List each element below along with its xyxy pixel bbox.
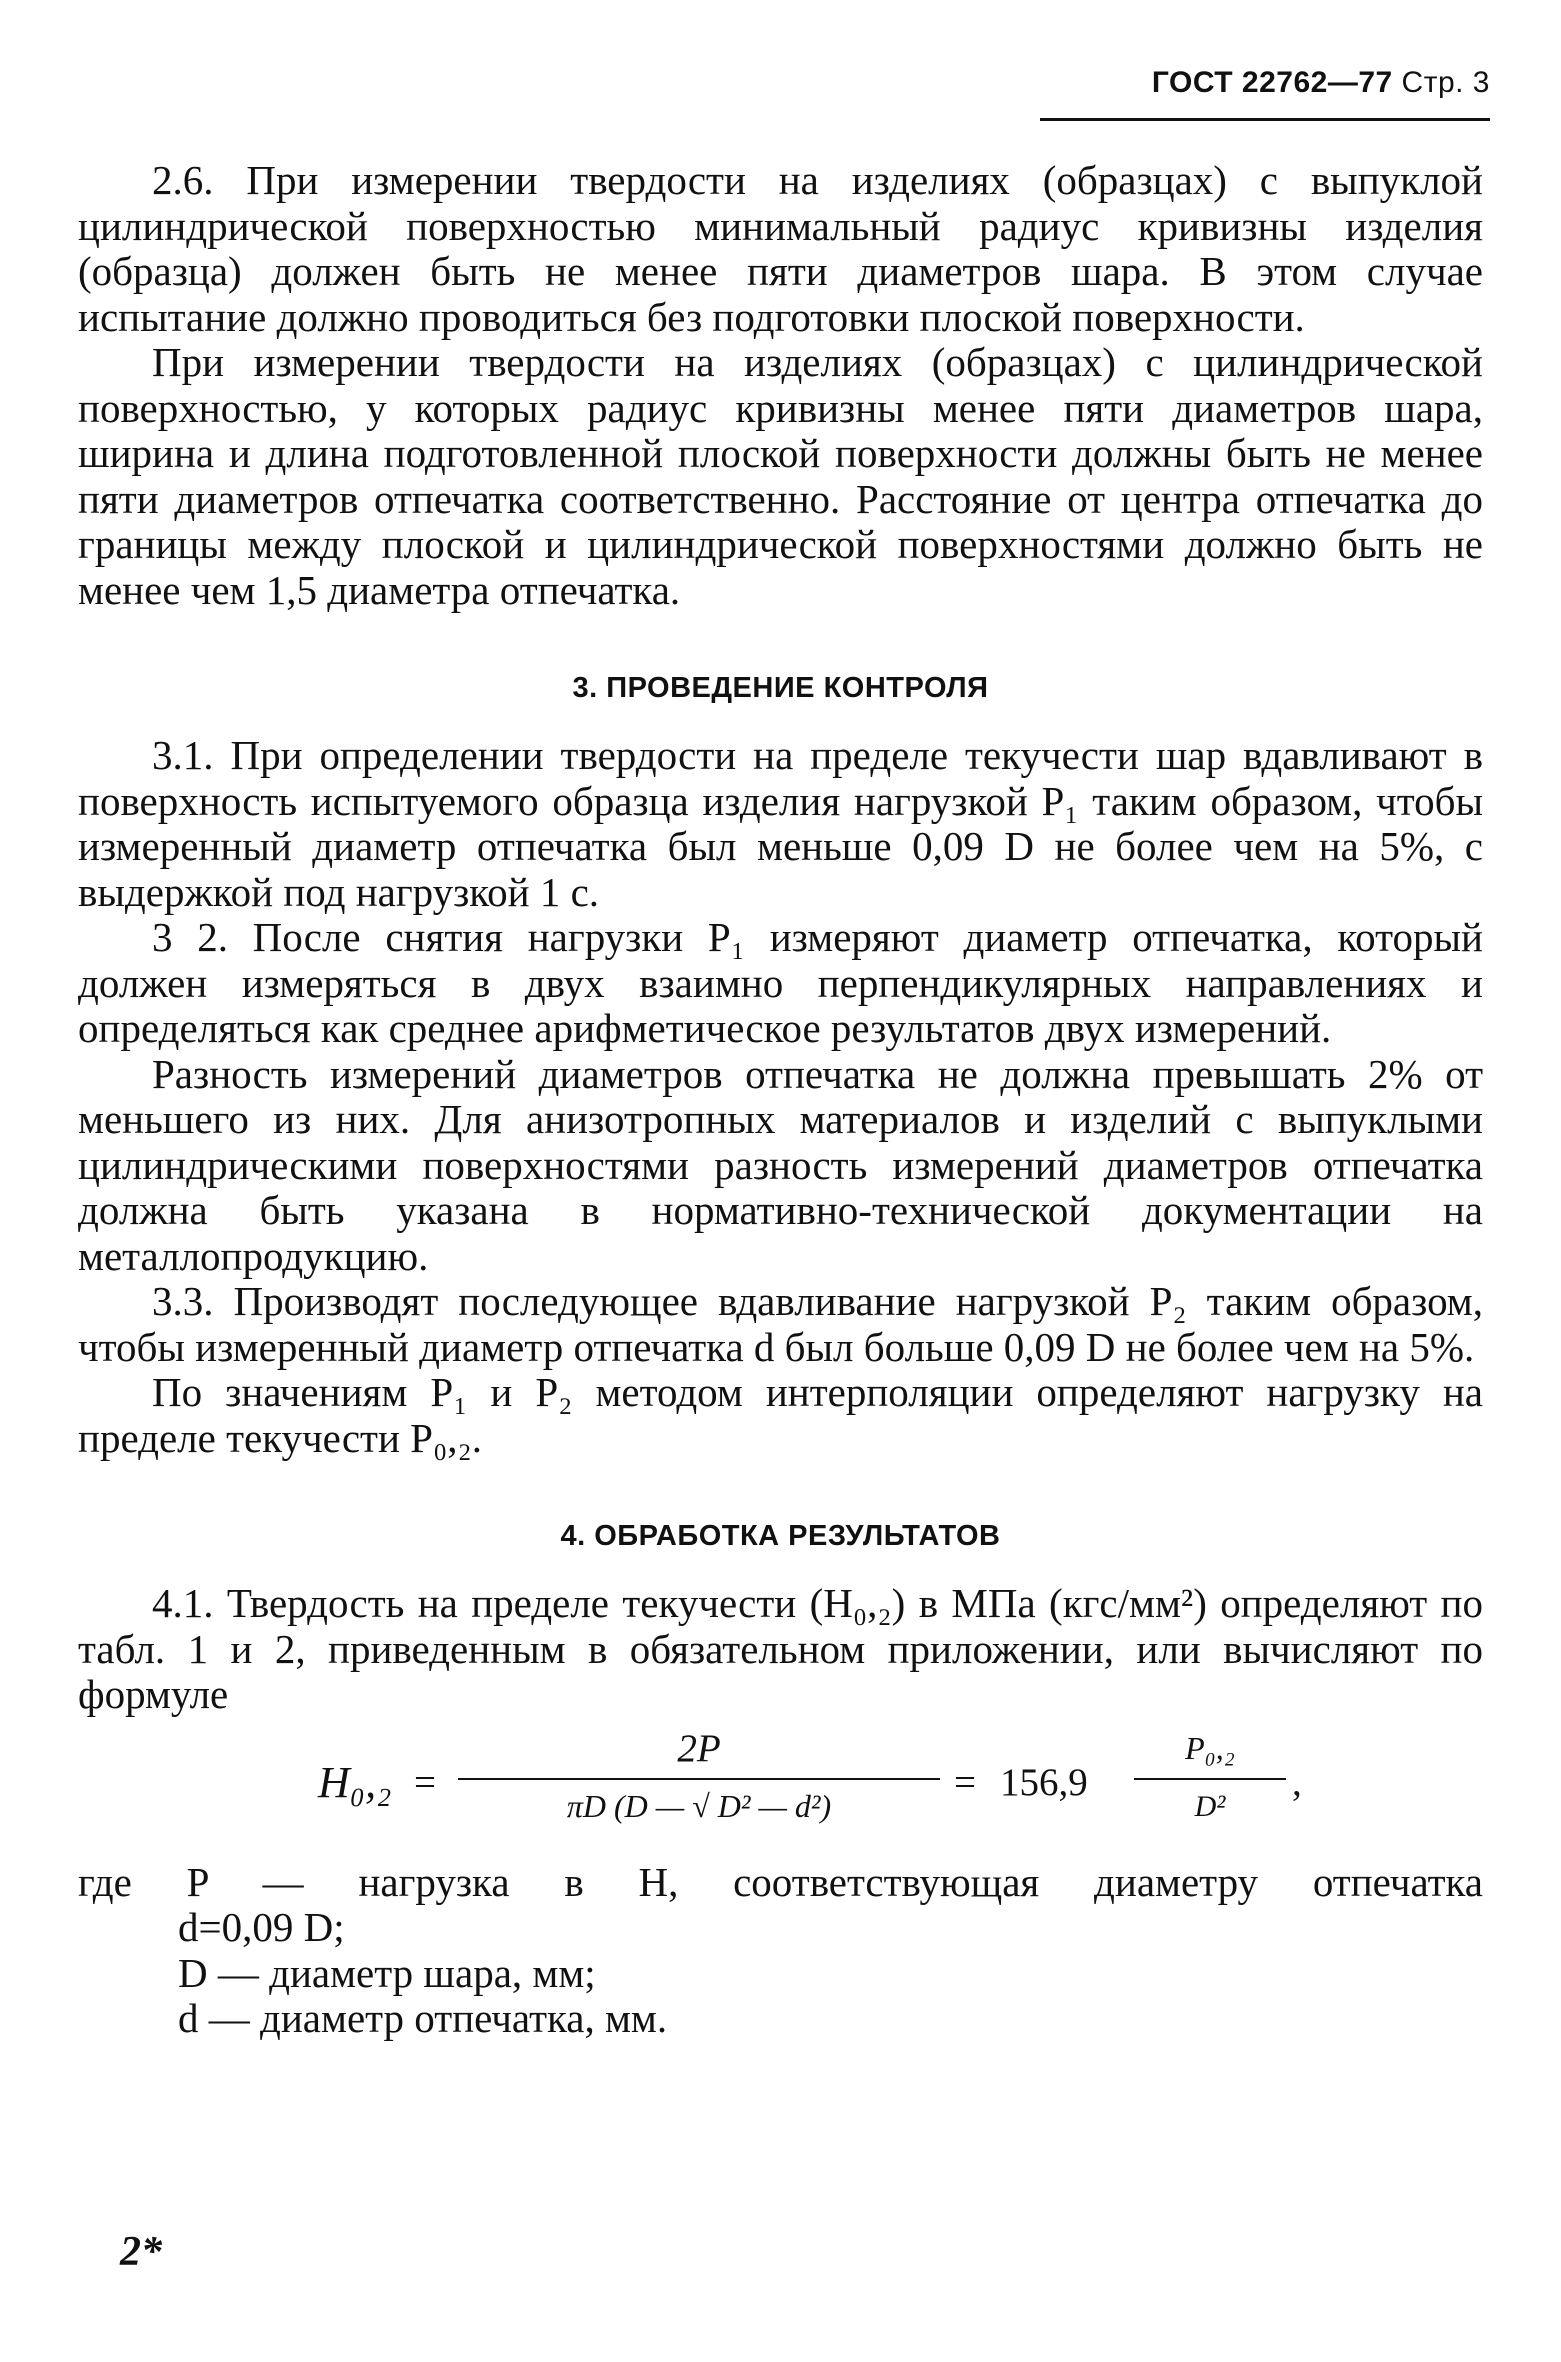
paragraph-3-2-cont: Разность измерений диаметров отпечатка не должна превышать 2% от меньшего из них. Для анизотропных материалов и изделий с выпуклыми цилиндрическими поверхностями разность измерений диаметров отпечатка должна быть указана в нормативно-технической документации на металлопродукцию. [78, 1050, 1483, 1279]
paragraph-3-3-cont: По значениям P₁ и P₂ методом интерполяции определяют нагрузку на пределе текучести P₀,₂. [78, 1369, 1483, 1461]
paragraph-3-1: 3.1. При определении твердости на пределе текучести шар вдавливают в поверхность испытуемого образца изделия нагрузкой P₁ таким образом, чтобы измеренный диаметр отпечатка был меньше 0,09 D не более чем на 5%, с выдержкой под нагрузкой 1 с. [78, 732, 1483, 915]
paragraph-2-6-cont: При измерении твердости на изделиях (образцах) с цилиндрической поверхностью, у которых радиус кривизны менее пяти диаметров шара, ширина и длина подготовленной плоской поверхности должны быть не менее пяти диаметров отпечатка соответственно. Расстояние от центра отпечатка до границы между плоской и цилиндрической поверхностями должно быть не менее чем 1,5 диаметра отпечатка. [78, 339, 1483, 613]
page-header [1040, 66, 1490, 121]
formula-equals-1: = [414, 1760, 436, 1804]
formula-definitions [78, 1860, 1483, 2042]
definition-d-print: d — диаметр отпечатка, мм. [178, 1995, 668, 2041]
formula-coefficient: 156,9 [1000, 1760, 1088, 1804]
section-3-title: 3. ПРОВЕДЕНИЕ КОНТРОЛЯ [572, 672, 989, 704]
formula-comma: , [1292, 1760, 1302, 1804]
paragraph-3-2: 3 2. После снятия нагрузки P₁ измеряют диаметр отпечатка, который должен измеряться в двух взаимно перпендикулярных направлениях и определяться как среднее арифметическое результатов двух измерений. [78, 914, 1483, 1051]
fraction-1-denominator: πD (D — √ D² — d²) [566, 1787, 832, 1824]
paragraph-4-1: 4.1. Твердость на пределе текучести (H₀,₂) в МПа (кгс/мм²) определяют по табл. 1 и 2, приведенным в обязательном приложении, или вычисляют по формуле [78, 1580, 1483, 1717]
formula-fraction-1 [458, 1726, 940, 1830]
hardness-formula [78, 1726, 1483, 1856]
section-4-title: 4. ОБРАБОТКА РЕЗУЛЬТАТОВ [560, 1520, 1001, 1552]
page-number: Стр. 3 [1401, 66, 1490, 99]
fraction-1-numerator: 2P [677, 1726, 721, 1770]
signature-mark: 2* [120, 2229, 162, 2275]
formula-lhs: H₀,₂ [318, 1757, 392, 1807]
formula-equals-2: = [954, 1760, 976, 1804]
paragraph-2-6: 2.6. При измерении твердости на изделиях (образцах) с выпуклой цилиндрической поверхностью минимальный радиус кривизны изделия (образца) должен быть не менее пяти диаметров шара. В этом случае испытание должно проводиться без подготовки плоской поверхности. [78, 157, 1483, 340]
fraction-1-bar [458, 1778, 940, 1780]
definition-p: где P — нагрузка в Н, соответствующая диаметру отпечатка [78, 1858, 1483, 1905]
standard-number: ГОСТ 22762—77 [1151, 66, 1393, 99]
definition-p-cont: d=0,09 D; [178, 1904, 345, 1950]
fraction-2-bar [1134, 1778, 1286, 1780]
fraction-2-denominator: D² [1194, 1789, 1226, 1823]
formula-fraction-2 [1134, 1726, 1286, 1830]
definition-d-ball: D — диаметр шара, мм; [178, 1949, 596, 1996]
fraction-2-numerator: P₀,₂ [1185, 1729, 1235, 1766]
page-content [78, 158, 1483, 2042]
paragraph-3-3: 3.3. Производят последующее вдавливание нагрузкой P₂ таким образом, чтобы измеренный диаметр отпечатка d был больше 0,09 D не более чем на 5%. [78, 1278, 1483, 1370]
